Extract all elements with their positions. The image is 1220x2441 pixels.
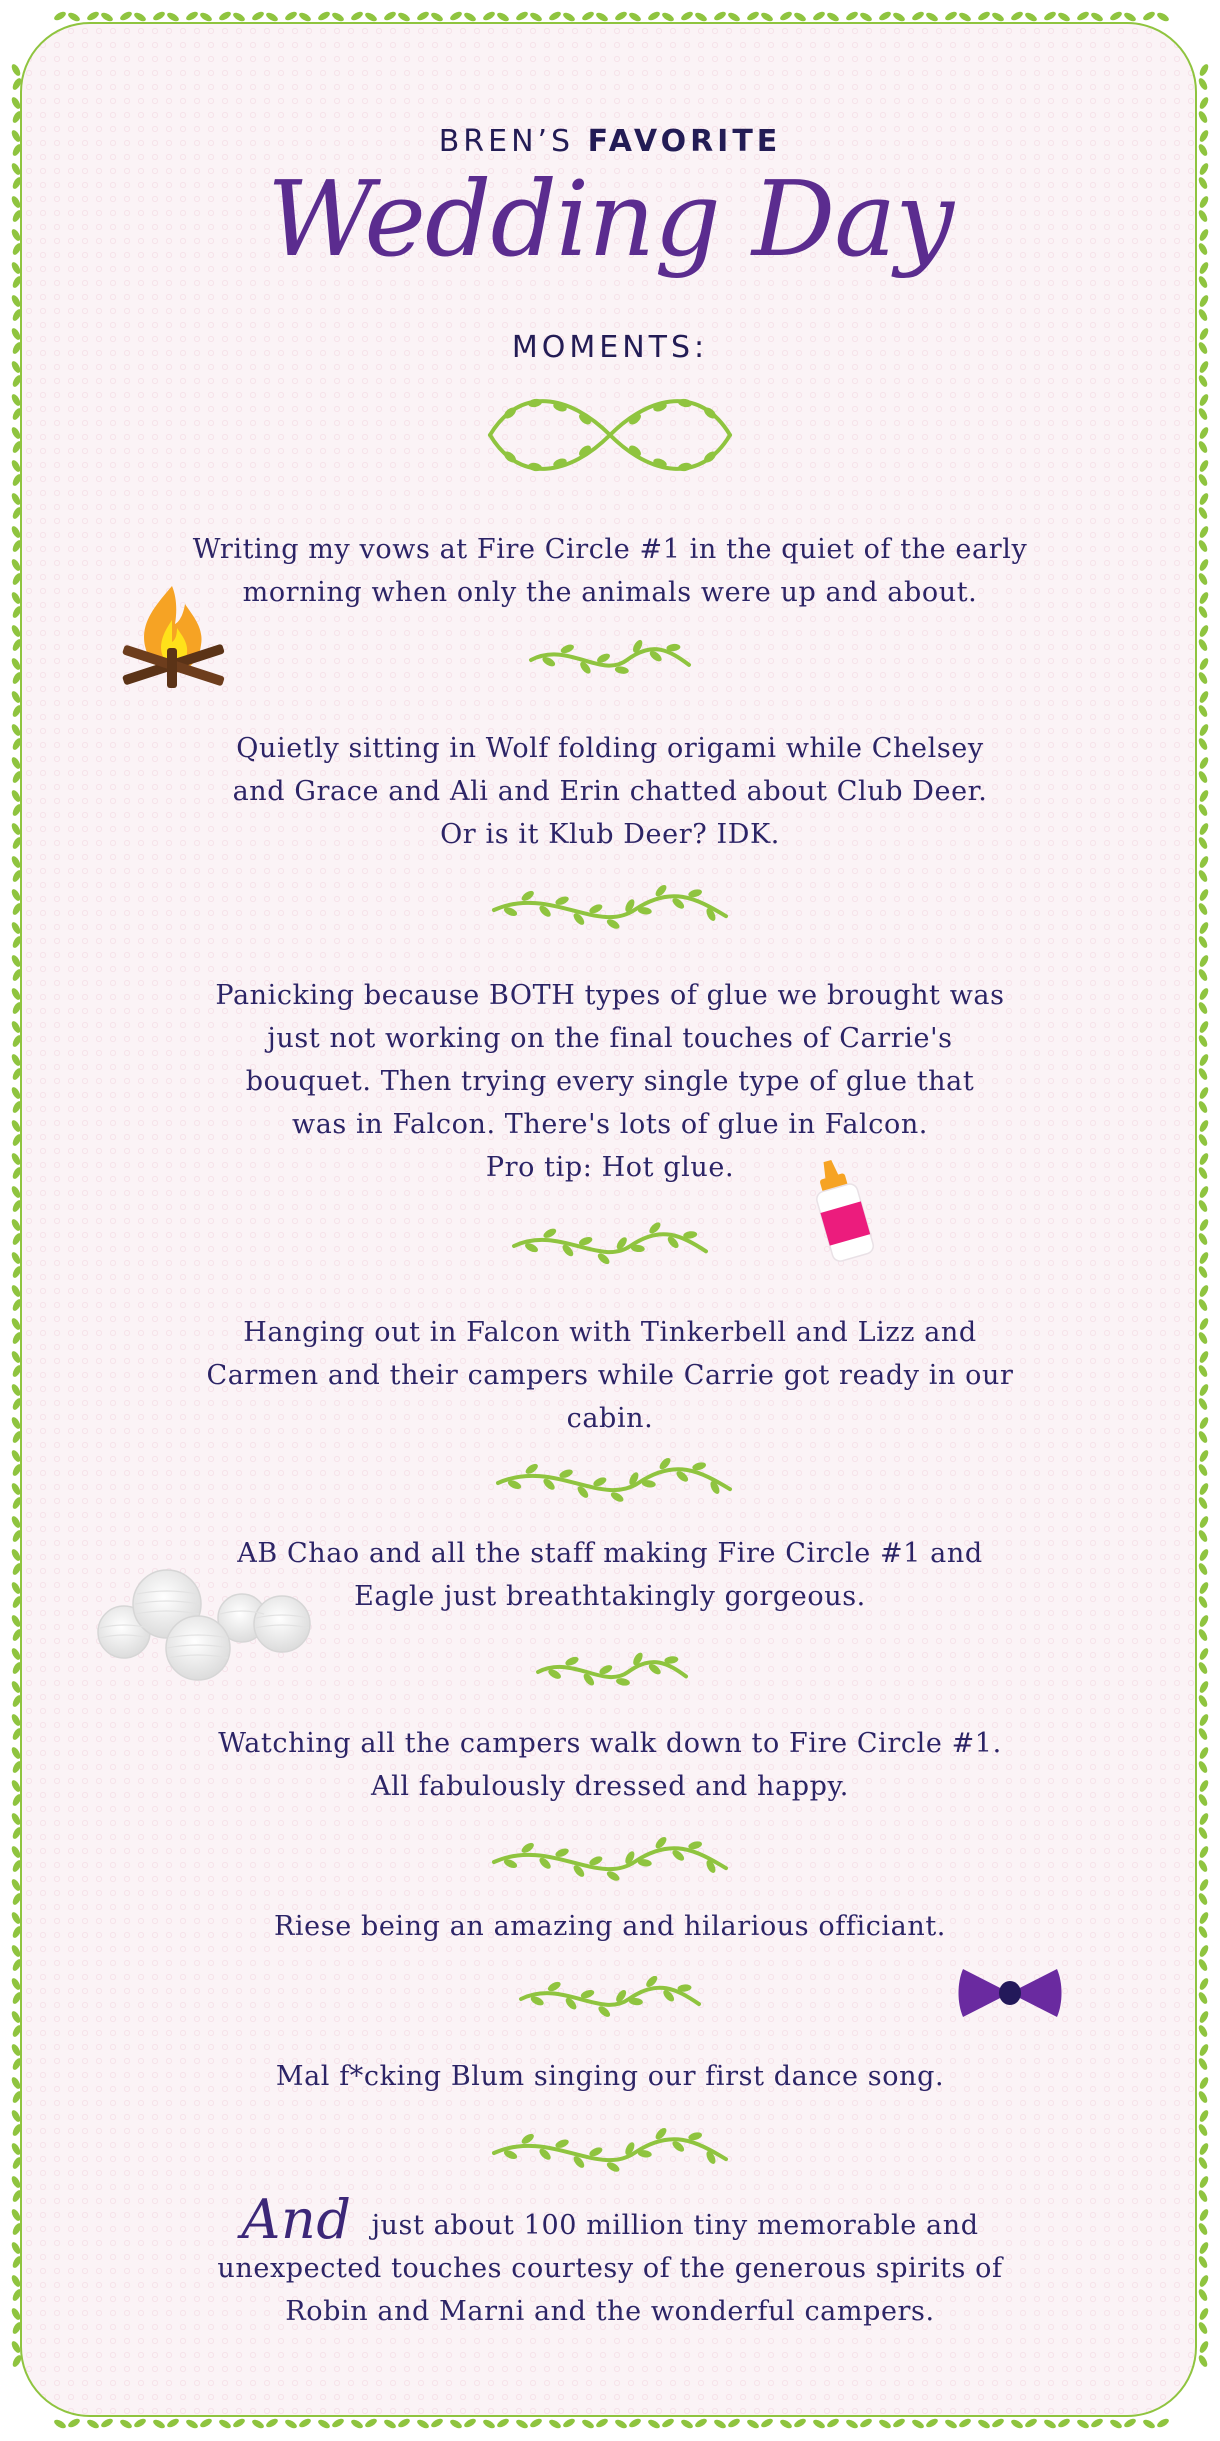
moment-line: Eagle just breathtakingly gorgeous.: [354, 1581, 866, 1612]
closing-script-word: And: [241, 2188, 352, 2251]
moment-1: [170, 528, 1050, 614]
moment-line: Watching all the campers walk down to Fire Circle #1.: [218, 1728, 1002, 1759]
closing-first-line: [170, 2188, 1050, 2251]
moment-line: Hanging out in Falcon with Tinkerbell and Lizz and: [243, 1317, 977, 1348]
vine-divider: [515, 1976, 705, 2022]
closing-paragraph: [170, 2188, 1050, 2333]
moment-line: just not working on the final touches of Carrie's: [267, 1023, 953, 1054]
moment-7: [170, 1905, 1050, 1948]
bow-tie-icon: [955, 1963, 1065, 2023]
moment-line: AB Chao and all the staff making Fire Circle #1 and: [237, 1538, 983, 1569]
moment-4: [170, 1311, 1050, 1440]
moment-line: Mal f*cking Blum singing our first dance song.: [275, 2061, 945, 2092]
moment-line: cabin.: [566, 1403, 654, 1434]
vine-divider: [488, 1834, 732, 1890]
moment-line: Carmen and their campers while Carrie got ready in our: [206, 1360, 1014, 1391]
moment-line: Riese being an amazing and hilarious officiant.: [274, 1911, 946, 1942]
moment-line: and Grace and Ali and Erin chatted about Club Deer.: [232, 776, 988, 807]
header-bold: FAVORITE: [587, 124, 782, 159]
vine-divider: [492, 1455, 736, 1511]
moment-line: All fabulously dressed and happy.: [371, 1771, 849, 1802]
moment-line: Or is it Klub Deer? IDK.: [440, 819, 780, 850]
header-script-title: Wedding Day: [266, 158, 954, 280]
moment-line: Writing my vows at Fire Circle #1 in the quiet of the early: [192, 534, 1028, 565]
header-prefix: BREN’S: [438, 124, 575, 159]
paper-lanterns-icon: [92, 1560, 322, 1690]
glue-bottle-icon: [805, 1155, 880, 1270]
moment-line: morning when only the animals were up and about.: [242, 577, 978, 608]
moment-3: [170, 974, 1050, 1189]
vine-divider: [525, 638, 695, 682]
moment-line: Quietly sitting in Wolf folding origami while Chelsey: [236, 733, 984, 764]
vine-divider: [488, 882, 732, 938]
moment-line: Panicking because BOTH types of glue we brought was: [215, 980, 1005, 1011]
vine-divider: [508, 1222, 712, 1270]
moment-line: bouquet. Then trying every single type of glue that: [245, 1066, 975, 1097]
moment-2: [170, 727, 1050, 856]
moment-6: [170, 1722, 1050, 1808]
moment-8: [170, 2055, 1050, 2098]
closing-line: Robin and Marni and the wonderful campers.: [285, 2296, 935, 2327]
header-line3: MOMENTS:: [511, 330, 709, 365]
vine-divider: [488, 2125, 732, 2181]
header-line1: [0, 124, 1220, 159]
closing-line: just about 100 million tiny memorable and: [371, 2210, 979, 2241]
moment-line: Pro tip: Hot glue.: [485, 1152, 735, 1183]
infinity-vine-ornament: [480, 385, 740, 485]
campfire-icon: [115, 578, 230, 693]
vine-divider: [532, 1652, 692, 1692]
moment-line: was in Falcon. There's lots of glue in Falcon.: [291, 1109, 928, 1140]
closing-line: unexpected touches courtesy of the generous spirits of: [217, 2253, 1003, 2284]
